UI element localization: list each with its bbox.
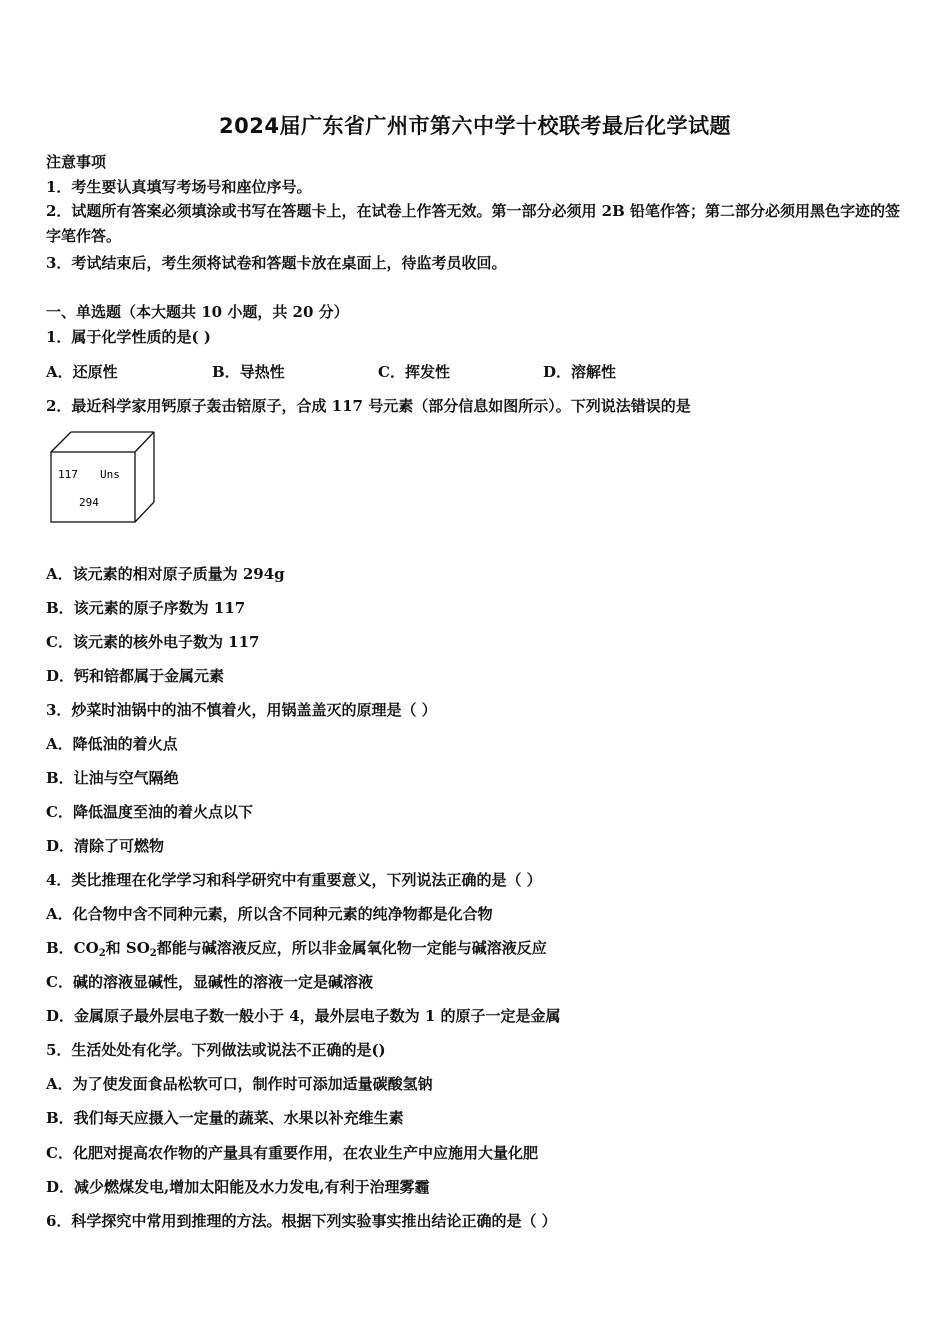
question-3-option-a: A．降低油的着火点 <box>46 735 178 753</box>
question-4-stem: 4．类比推理在化学学习和科学研究中有重要意义，下列说法正确的是（ ） <box>46 871 542 889</box>
question-1-option-a: A．还原性 <box>46 363 118 381</box>
question-1-option-b: B．导热性 <box>212 363 285 381</box>
option-b-mid: 和 SO <box>105 939 150 957</box>
option-b-subscript-1: 2 <box>98 948 106 959</box>
question-2-stem: 2．最近科学家用钙原子轰击锫原子，合成 117 号元素（部分信息如图所示）。下列说法错误的是 <box>46 397 691 415</box>
element-number: 117 <box>58 468 78 481</box>
question-2-option-a: A．该元素的相对原子质量为 294g <box>46 565 285 583</box>
notice-item-2: 2．试题所有答案必须填涂或书写在答题卡上，在试卷上作答无效。第一部分必须用 2B 铅笔作答；第二部分必须用黑色字迹的签字笔作答。 <box>46 202 901 245</box>
question-3-option-b: B．让油与空气隔绝 <box>46 769 179 787</box>
question-3-option-c: C．降低温度至油的着火点以下 <box>46 803 253 821</box>
option-b-prefix: B．CO <box>46 939 99 957</box>
question-4-option-a: A．化合物中含不同种元素，所以含不同种元素的纯净物都是化合物 <box>46 905 493 923</box>
question-5-option-b: B．我们每天应摄入一定量的蔬菜、水果以补充维生素 <box>46 1109 404 1127</box>
element-symbol: Uns <box>100 468 120 481</box>
question-1-stem: 1．属于化学性质的是( ) <box>46 328 211 346</box>
question-2-option-c: C．该元素的核外电子数为 117 <box>46 633 260 651</box>
exam-title: 2024届广东省广州市第六中学十校联考最后化学试题 <box>219 114 731 138</box>
question-4-option-c: C．碱的溶液显碱性，显碱性的溶液一定是碱溶液 <box>46 973 373 991</box>
question-5-stem: 5．生活处处有化学。下列做法或说法不正确的是() <box>46 1041 386 1059</box>
question-3-option-d: D．清除了可燃物 <box>46 837 165 855</box>
question-5-option-a: A．为了使发面食品松软可口，制作时可添加适量碳酸氢钠 <box>46 1075 433 1093</box>
question-6-stem: 6．科学探究中常用到推理的方法。根据下列实验事实推出结论正确的是（ ） <box>46 1212 557 1230</box>
question-3-stem: 3．炒菜时油锅中的油不慎着火，用锅盖盖灭的原理是（ ） <box>46 701 437 719</box>
element-cube-figure <box>48 430 158 526</box>
question-1-option-d: D．溶解性 <box>543 363 617 381</box>
question-2-option-d: D．钙和锫都属于金属元素 <box>46 667 225 685</box>
element-mass: 294 <box>79 496 99 509</box>
section-heading: 一、单选题（本大题共 10 小题，共 20 分） <box>46 303 349 321</box>
question-5-option-c: C．化肥对提高农作物的产量具有重要作用，在农业生产中应施用大量化肥 <box>46 1144 538 1162</box>
question-2-option-b: B．该元素的原子序数为 117 <box>46 599 246 617</box>
question-4-option-d: D．金属原子最外层电子数一般小于 4，最外层电子数为 1 的原子一定是金属 <box>46 1007 561 1025</box>
question-5-option-d: D．减少燃煤发电,增加太阳能及水力发电,有利于治理雾霾 <box>46 1178 430 1196</box>
notice-item-1: 1．考生要认真填写考场号和座位序号。 <box>46 178 312 196</box>
option-b-suffix: 都能与碱溶液反应，所以非金属氧化物一定能与碱溶液反应 <box>156 939 547 957</box>
question-1-option-c: C．挥发性 <box>378 363 450 381</box>
option-b-subscript-2: 2 <box>149 948 157 959</box>
question-4-option-b <box>46 938 547 958</box>
notice-heading: 注意事项 <box>46 153 107 171</box>
notice-item-3: 3．考试结束后，考生须将试卷和答题卡放在桌面上，待监考员收回。 <box>46 254 507 272</box>
